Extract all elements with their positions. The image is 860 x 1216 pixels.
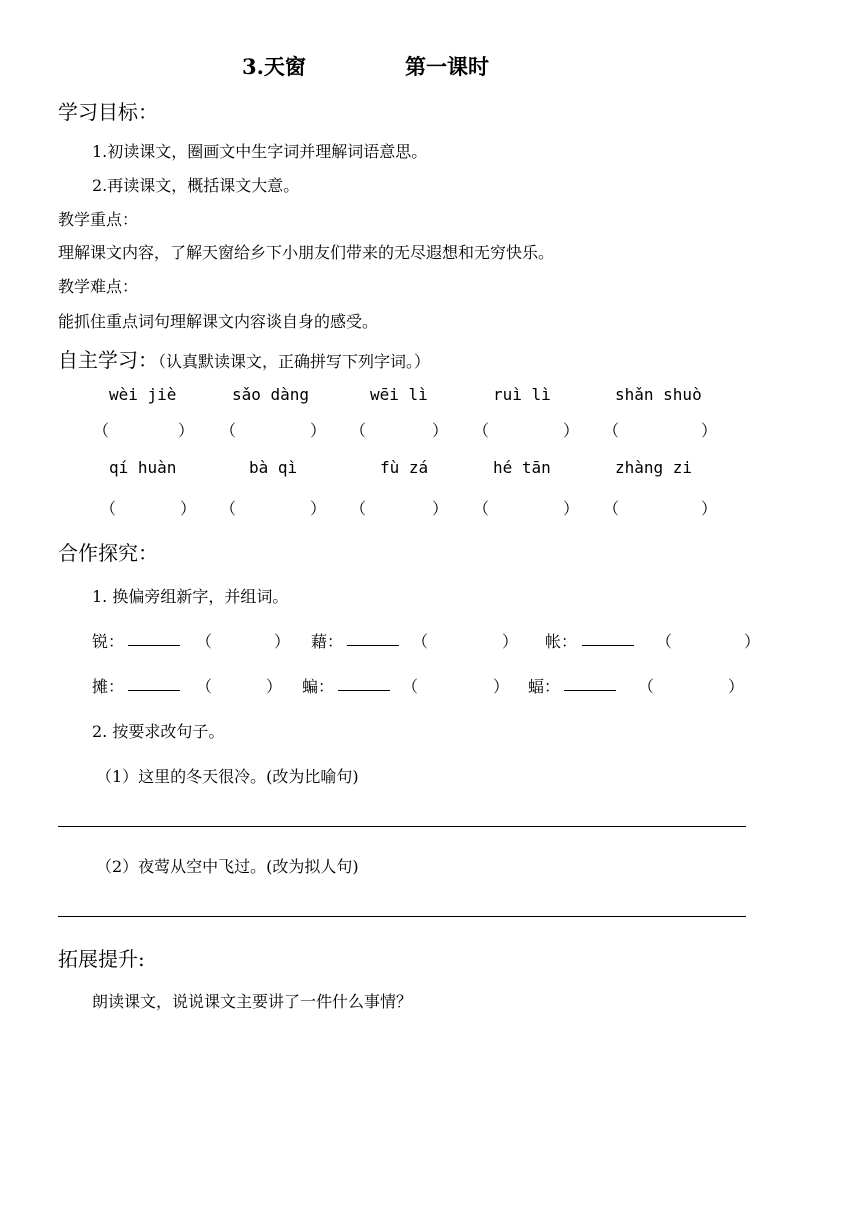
char-prompt: 帐： — [545, 632, 578, 651]
answer-paren-open: （ — [196, 632, 213, 651]
answer-paren-close: ） — [728, 677, 745, 696]
pinyin-item: zhàng zi — [615, 458, 693, 477]
fill-blank[interactable] — [128, 631, 180, 646]
goal-item-1: 1.初读课文，圈画文中生字词并理解词语意思。 — [92, 142, 428, 161]
sentence-task-2: （2）夜莺从空中飞过。(改为拟人句) — [96, 857, 359, 876]
pinyin-item: qí huàn — [109, 458, 177, 477]
answer-paren-open: （ — [473, 499, 490, 518]
goal-item-2: 2.再读课文，概括课文大意。 — [92, 176, 300, 195]
answer-paren-open: （ — [603, 421, 620, 440]
answer-paren-open: （ — [196, 677, 213, 696]
pinyin-item: bà qì — [249, 458, 298, 477]
answer-paren-close: ） — [310, 421, 327, 440]
fill-blank[interactable] — [347, 631, 399, 646]
fill-blank[interactable] — [564, 676, 616, 691]
pinyin-item: ruì lì — [493, 385, 551, 404]
answer-paren-close: ） — [493, 677, 510, 696]
difficulty-text: 能抓住重点词句理解课文内容谈自身的感受。 — [58, 312, 379, 331]
char-prompt: 藉： — [311, 632, 344, 651]
extend-question: 朗读课文，说说课文主要讲了一件什么事情？ — [92, 992, 413, 1011]
self-study-instruction: （认真默读课文，正确拼写下列字词。） — [158, 352, 431, 371]
question-1: 1. 换偏旁组新字，并组词。 — [92, 587, 289, 606]
answer-paren-open: （ — [412, 632, 429, 651]
answer-paren-open: （ — [100, 499, 117, 518]
answer-paren-close: ） — [310, 499, 327, 518]
answer-line[interactable] — [58, 916, 746, 917]
answer-paren-close: ） — [432, 421, 449, 440]
char-prompt: 摊： — [92, 677, 125, 696]
extend-heading: 拓展提升: — [58, 947, 145, 971]
answer-paren-close: ） — [180, 499, 197, 518]
char-prompt: 蝙： — [302, 677, 335, 696]
answer-paren-open: （ — [402, 677, 419, 696]
answer-paren-open: （ — [350, 499, 367, 518]
pinyin-item: fù zá — [380, 458, 429, 477]
pinyin-item: wèi jiè — [109, 385, 177, 404]
answer-paren-close: ） — [563, 421, 580, 440]
goals-heading: 学习目标： — [58, 100, 158, 124]
cooperate-heading: 合作探究： — [58, 541, 158, 565]
answer-paren-open: （ — [603, 499, 620, 518]
difficulty-label: 教学难点： — [58, 277, 139, 296]
answer-paren-close: ） — [274, 632, 291, 651]
answer-paren-close: ） — [701, 499, 718, 518]
answer-paren-open: （ — [656, 632, 673, 651]
question-2: 2. 按要求改句子。 — [92, 722, 225, 741]
answer-paren-open: （ — [350, 421, 367, 440]
pinyin-item: shǎn shuò — [615, 385, 702, 404]
answer-paren-close: ） — [432, 499, 449, 518]
pinyin-item: wēi lì — [370, 385, 428, 404]
sentence-task-1: （1）这里的冬天很冷。(改为比喻句) — [96, 767, 359, 786]
char-prompt: 锐： — [92, 632, 125, 651]
answer-paren-close: ） — [178, 421, 195, 440]
answer-paren-open: （ — [93, 421, 110, 440]
pinyin-item: hé tān — [493, 458, 551, 477]
fill-blank[interactable] — [338, 676, 390, 691]
answer-paren-close: ） — [744, 632, 761, 651]
char-prompt: 蝠： — [528, 677, 561, 696]
pinyin-item: sǎo dàng — [232, 385, 310, 404]
answer-paren-close: ） — [563, 499, 580, 518]
self-study-heading: 自主学习： — [58, 348, 158, 372]
answer-paren-close: ） — [701, 421, 718, 440]
fill-blank[interactable] — [582, 631, 634, 646]
answer-paren-close: ） — [266, 677, 283, 696]
answer-line[interactable] — [58, 826, 746, 827]
lesson-period: 第一课时 — [405, 54, 489, 79]
self-study-header — [58, 344, 430, 373]
answer-paren-close: ） — [502, 632, 519, 651]
answer-paren-open: （ — [638, 677, 655, 696]
lesson-title: 3.天窗 — [242, 54, 306, 79]
key-point-text: 理解课文内容，了解天窗给乡下小朋友们带来的无尽遐想和无穷快乐。 — [58, 243, 555, 262]
answer-paren-open: （ — [220, 499, 237, 518]
answer-paren-open: （ — [473, 421, 490, 440]
fill-blank[interactable] — [128, 676, 180, 691]
key-point-label: 教学重点： — [58, 210, 139, 229]
answer-paren-open: （ — [220, 421, 237, 440]
